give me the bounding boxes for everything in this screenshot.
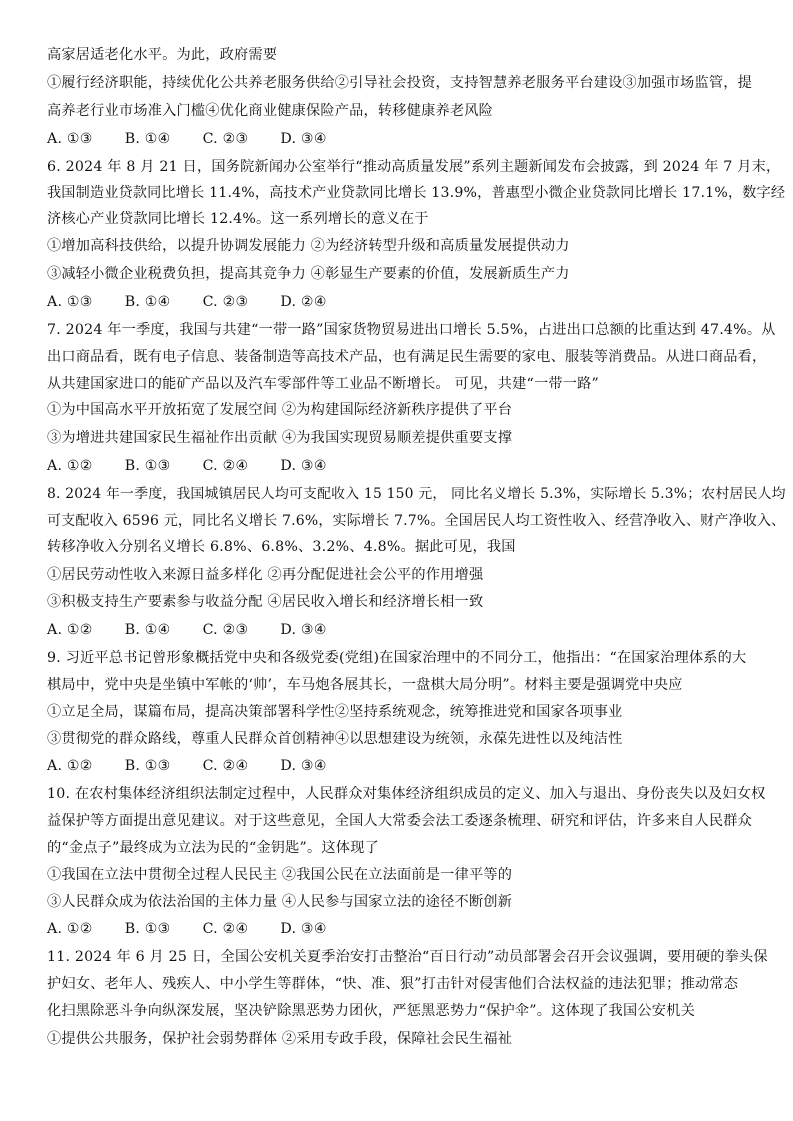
option-b: B. ①③: [124, 758, 171, 774]
option-a: A. ①②: [47, 622, 93, 638]
option-a: A. ①③: [47, 131, 93, 147]
text-line: 化扫黑除恶斗争向纵深发展，坚决铲除黑恶势力团伙，严惩黑恶势力“保护伞”。这体现了我国公安机关: [47, 1003, 695, 1019]
question-9: 9. 习近平总书记曾形象概括党中央和各级党委(党组)在国家治理中的不同分工，他指出：“在国家治理体系的大: [47, 650, 747, 666]
choice-line: ③为增进共建国家民生福祉作出贡献 ④为我国实现贸易顺差提供重要支撑: [47, 430, 513, 446]
choice-line: ①增加高科技供给，以提升协调发展能力 ②为经济转型升级和高质量发展提供动力: [47, 238, 570, 254]
option-c: C. ②③: [202, 294, 249, 310]
answer-options: [47, 620, 359, 640]
question-7: 7. 2024 年一季度，我国与共建“一带一路”国家货物贸易进出口增长 5.5%，占进出口总额的比重达到 47.4%。从: [47, 322, 776, 338]
answer-options: [47, 456, 359, 476]
question-8: 8. 2024 年一季度，我国城镇居民人均可支配收入 15 150 元， 同比名义增长 5.3%，实际增长 5.3%；农村居民人均: [47, 486, 786, 502]
question-6: 6. 2024 年 8 月 21 日，国务院新闻办公室举行“推动高质量发展”系列主题新闻发布会披露，到 2024 年 7 月末，: [47, 159, 781, 175]
option-c: C. ②④: [202, 921, 249, 937]
option-b: B. ①④: [124, 622, 171, 638]
question-11: 11. 2024 年 6 月 25 日，全国公安机关夏季治安打击整治“百日行动”动员部署会召开会议强调，要用硬的拳头保: [47, 949, 768, 965]
option-b: B. ①③: [124, 458, 171, 474]
choice-line: ①为中国高水平开放拓宽了发展空间 ②为构建国际经济新秩序提供了平台: [47, 402, 513, 418]
choice-line: ③人民群众成为依法治国的主体力量 ④人民参与国家立法的途径不断创新: [47, 894, 513, 910]
choice-line: ①提供公共服务，保护社会弱势群体 ②采用专政手段，保障社会民生福祉: [47, 1031, 513, 1047]
text-line: 棋局中，党中央是坐镇中军帐的‘帅’，车马炮各展其长，一盘棋大局分明”。材料主要是强调党中央应: [47, 677, 683, 693]
text-line: 高养老行业市场准入门槛④优化商业健康保险产品，转移健康养老风险: [47, 103, 494, 119]
option-c: C. ②③: [202, 622, 249, 638]
answer-options: [47, 129, 359, 149]
option-d: D. ③④: [280, 921, 327, 937]
text-line: 出口商品看，既有电子信息、装备制造等高技术产品，也有满足民生需要的家电、服装等消费品。从进口商品看，: [47, 349, 767, 365]
question-10: 10. 在农村集体经济组织法制定过程中，人民群众对集体经济组织成员的定义、加入与退出、身份丧失以及妇女权: [47, 786, 766, 802]
option-c: C. ②③: [202, 131, 249, 147]
option-b: B. ①④: [124, 131, 171, 147]
option-b: B. ①④: [124, 294, 171, 310]
option-d: D. ③④: [280, 131, 327, 147]
answer-options: [47, 919, 359, 939]
option-c: C. ②④: [202, 458, 249, 474]
option-d: D. ③④: [280, 458, 327, 474]
option-d: D. ②④: [280, 294, 327, 310]
option-d: D. ③④: [280, 622, 327, 638]
choice-line: ③减轻小微企业税费负担，提高其竞争力 ④彰显生产要素的价值，发展新质生产力: [47, 266, 570, 282]
text-line: 护妇女、老年人、残疾人、中小学生等群体，“快、准、狠”打击针对侵害他们合法权益的违法犯罪；推动常态: [47, 976, 739, 992]
option-b: B. ①③: [124, 921, 171, 937]
option-d: D. ③④: [280, 758, 327, 774]
choice-line: ③贯彻党的群众路线，尊重人民群众首创精神④以思想建设为统领，永葆先进性以及纯洁性: [47, 731, 623, 747]
choice-line: ①居民劳动性收入来源日益多样化 ②再分配促进社会公平的作用增强: [47, 567, 484, 583]
option-a: A. ①②: [47, 458, 93, 474]
text-line: 的“金点子”最终成为立法为民的“金钥匙”。这体现了: [47, 840, 379, 856]
text-line: 从共建国家进口的能矿产品以及汽车零部件等工业品不断增长。 可见，共建“一带一路”: [47, 376, 599, 392]
text-line: 济核心产业贷款同比增长 12.4%。这一系列增长的意义在于: [47, 211, 429, 227]
option-c: C. ②④: [202, 758, 249, 774]
answer-options: [47, 292, 359, 312]
text-line: 转移净收入分别名义增长 6.8%、6.8%、3.2%、4.8%。据此可见，我国: [47, 539, 516, 555]
text-line: 我国制造业贷款同比增长 11.4%，高技术产业贷款同比增长 13.9%，普惠型小微企业贷款同比增长 17.1%，数字经: [47, 185, 786, 201]
option-a: A. ①②: [47, 921, 93, 937]
text-line: 益保护等方面提出意见建议。对于这些意见，全国人大常委会法工委逐条梳理、研究和评估，许多来自人民群众: [47, 813, 752, 829]
answer-options: [47, 756, 359, 776]
choice-line: ③积极支持生产要素参与收益分配 ④居民收入增长和经济增长相一致: [47, 594, 484, 610]
text-line: 高家居适老化水平。为此，政府需要: [47, 47, 278, 63]
choice-line: ①立足全局，谋篇布局，提高决策部署科学性②坚持系统观念，统筹推进党和国家各项事业: [47, 704, 623, 720]
choice-line: ①我国在立法中贯彻全过程人民民主 ②我国公民在立法面前是一律平等的: [47, 867, 513, 883]
text-line: 可支配收入 6596 元，同比名义增长 7.6%，实际增长 7.7%。全国居民人均工资性收入、经营净收入、财产净收入、: [47, 513, 786, 529]
option-a: A. ①②: [47, 758, 93, 774]
option-a: A. ①③: [47, 294, 93, 310]
text-line: ①履行经济职能，持续优化公共养老服务供给②引导社会投资，支持智慧养老服务平台建设③加强市场监管，提: [47, 75, 752, 91]
